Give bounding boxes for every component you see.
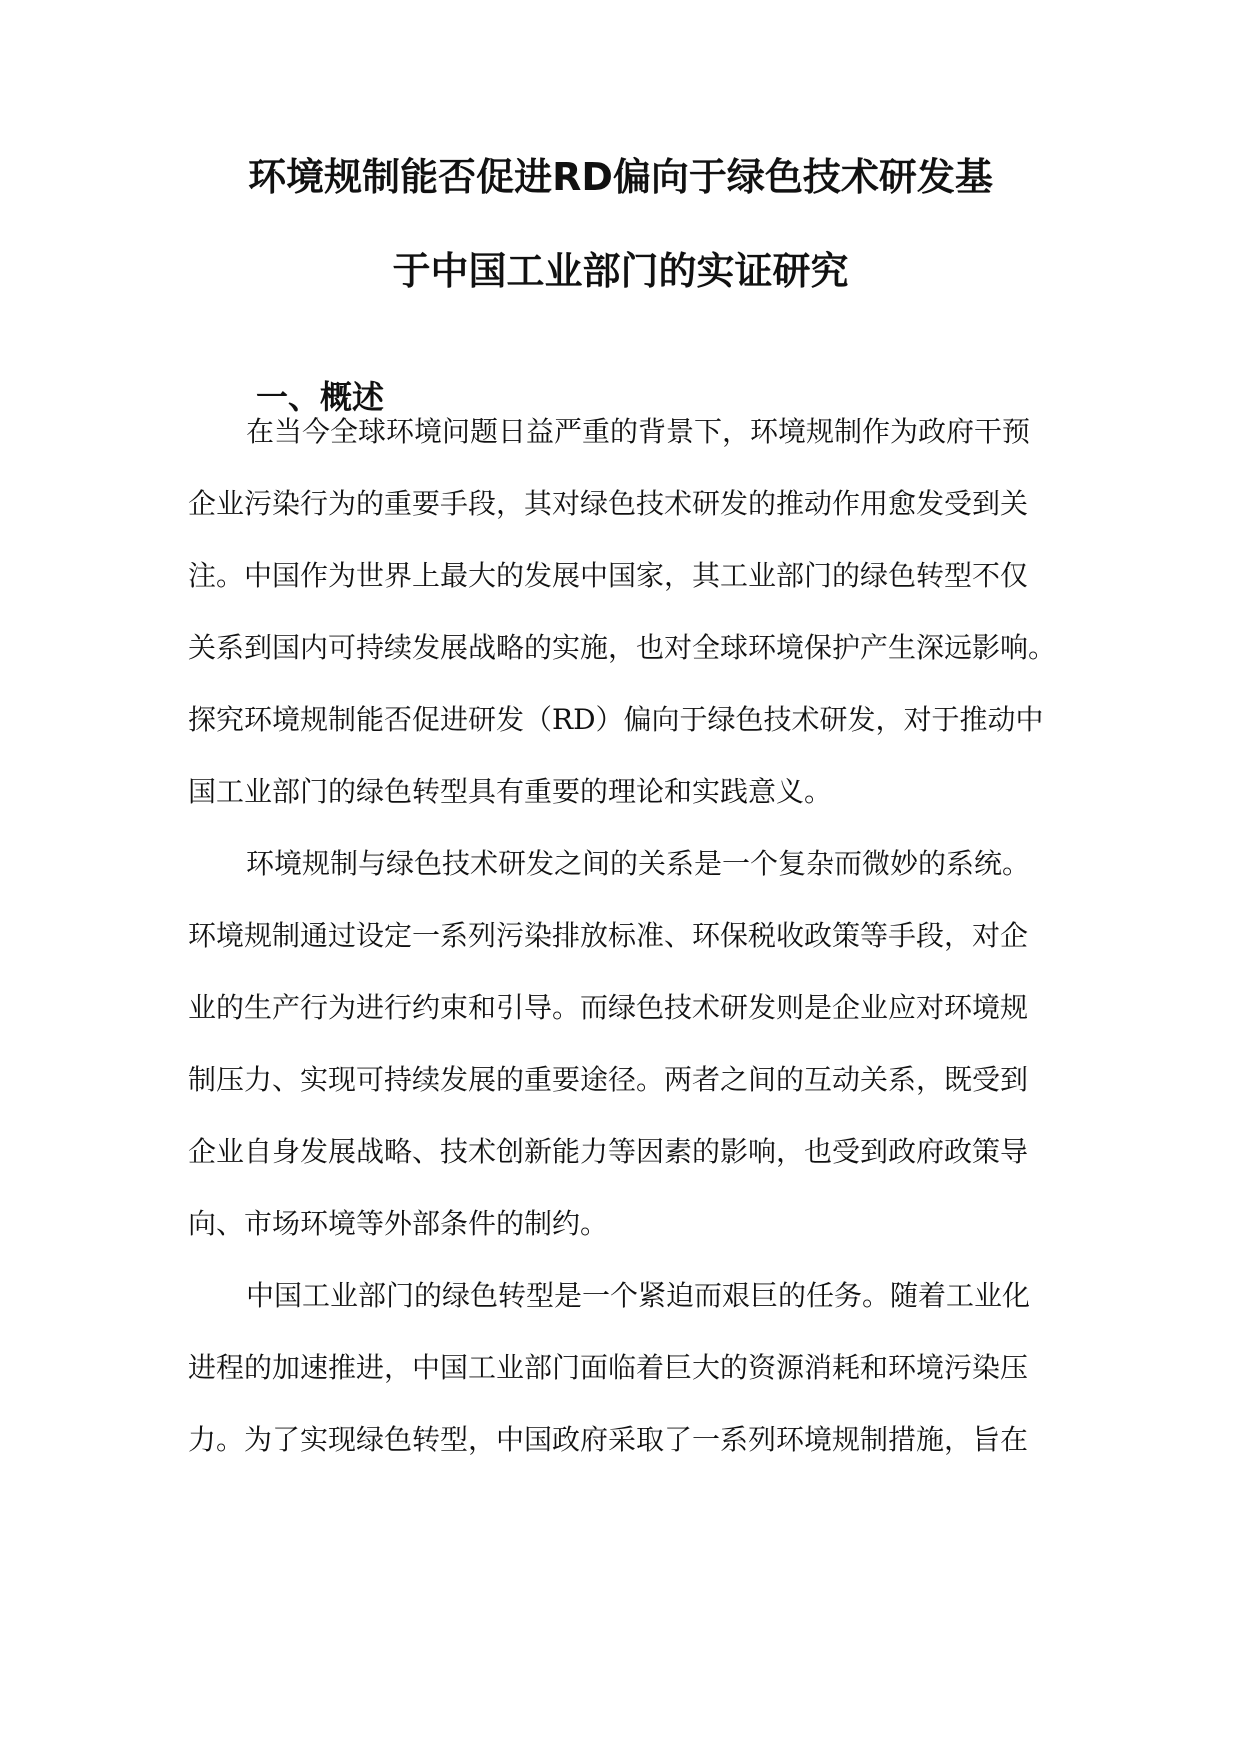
- paragraph-1-line-3: 注。中国作为世界上最大的发展中国家，其工业部门的绿色转型不仅: [188, 559, 1029, 592]
- paragraph-1-line-4: 关系到国内可持续发展战略的实施，也对全球环境保护产生深远影响。: [188, 631, 1057, 664]
- paragraph-2-line-6: 向、市场环境等外部条件的制约。: [188, 1207, 609, 1240]
- paragraph-3-line-2: 进程的加速推进，中国工业部门面临着巨大的资源消耗和环境污染压: [188, 1351, 1029, 1384]
- document-title-line-2: 于中国工业部门的实证研究: [392, 249, 849, 293]
- paragraph-1-line-6: 国工业部门的绿色转型具有重要的理论和实践意义。: [188, 775, 833, 808]
- paragraph-1-line-1: 在当今全球环境问题日益严重的背景下，环境规制作为政府干预: [246, 415, 1031, 448]
- paragraph-1-line-5: 探究环境规制能否促进研发（RD）偏向于绿色技术研发，对于推动中: [188, 703, 1044, 736]
- paragraph-3-line-1: 中国工业部门的绿色转型是一个紧迫而艰巨的任务。随着工业化: [246, 1279, 1031, 1312]
- paragraph-2-line-2: 环境规制通过设定一系列污染排放标准、环保税收政策等手段，对企: [188, 919, 1029, 952]
- paragraph-2-line-5: 企业自身发展战略、技术创新能力等因素的影响，也受到政府政策导: [188, 1135, 1029, 1168]
- section-heading-overview: 一、概述: [256, 378, 385, 416]
- paragraph-3-line-3: 力。为了实现绿色转型，中国政府采取了一系列环境规制措施，旨在: [188, 1423, 1029, 1456]
- paragraph-2-line-4: 制压力、实现可持续发展的重要途径。两者之间的互动关系，既受到: [188, 1063, 1029, 1096]
- paragraph-2-line-3: 业的生产行为进行约束和引导。而绿色技术研发则是企业应对环境规: [188, 991, 1029, 1024]
- paragraph-2-line-1: 环境规制与绿色技术研发之间的关系是一个复杂而微妙的系统。: [246, 847, 1031, 880]
- document-title-line-1: 环境规制能否促进RD偏向于绿色技术研发基: [248, 155, 993, 199]
- paragraph-1-line-2: 企业污染行为的重要手段，其对绿色技术研发的推动作用愈发受到关: [188, 487, 1029, 520]
